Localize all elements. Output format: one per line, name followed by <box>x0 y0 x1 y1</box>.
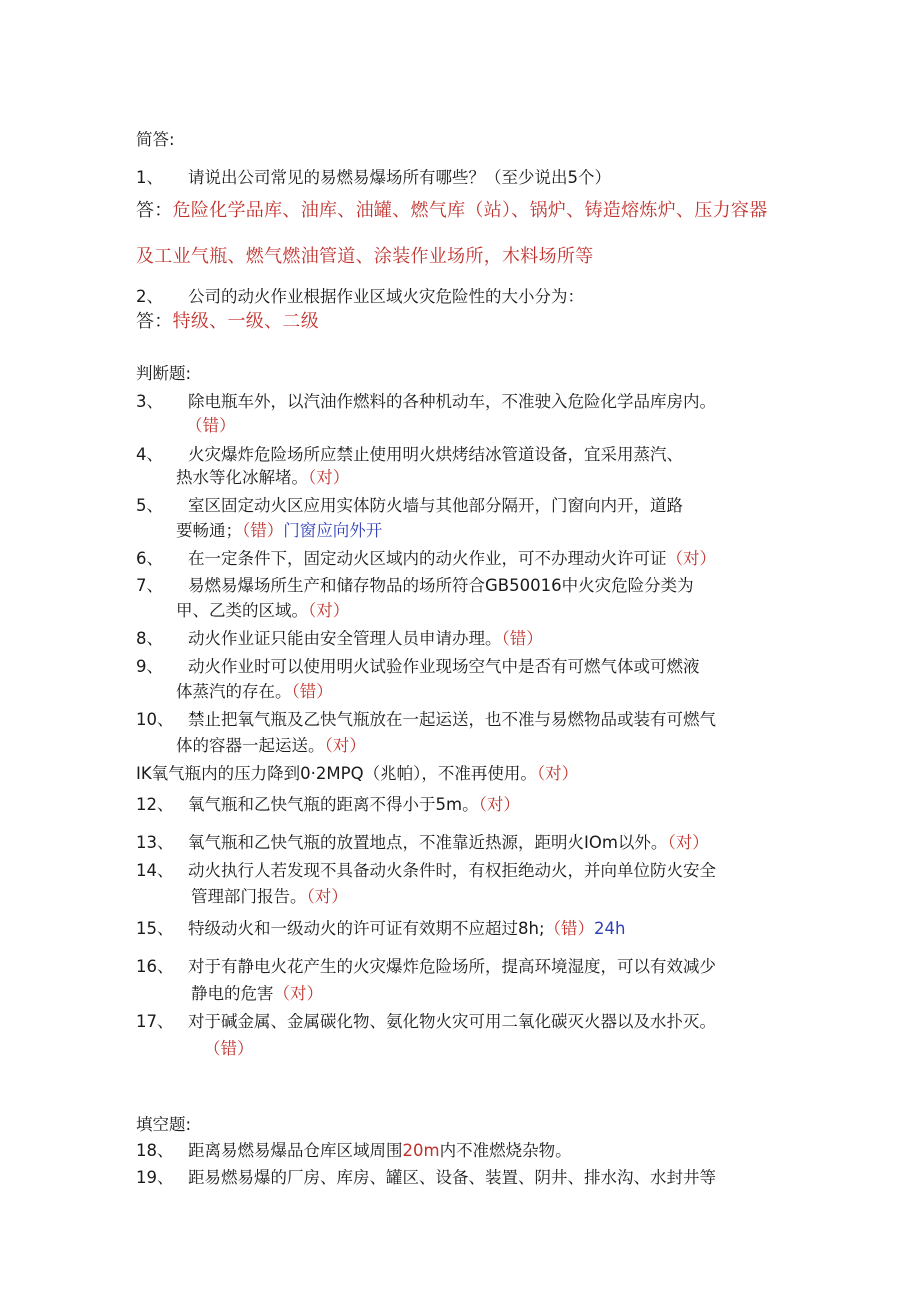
question-4-cont <box>176 466 880 490</box>
question-text: 对于碱金属、金属碳化物、氨化物火灾可用二氧化碳灭火器以及水扑灭。 <box>188 1012 716 1031</box>
question-text: 内不准燃烧杂物。 <box>439 1141 572 1160</box>
question-5-cont <box>176 519 880 543</box>
question-number: 14、 <box>136 861 174 880</box>
question-14-cont <box>191 885 880 909</box>
question-number: 3、 <box>136 392 163 411</box>
answer-mark: （错） <box>186 416 236 435</box>
answer-1-line2: 及工业气瓶、燃气燃油管道、涂装作业场所，木料场所等 <box>136 246 594 267</box>
question-text: 在一定条件下，固定动火区域内的动火作业，可不办理动火许可证 <box>188 549 667 568</box>
question-text: 特级动火和一级动火的许可证有效期不应超过8h; <box>188 919 545 938</box>
answer-2 <box>136 310 880 334</box>
question-text-wrap <box>188 627 543 651</box>
question-10-cont <box>176 734 880 758</box>
question-number: 1、 <box>136 168 163 187</box>
question-number: 16、 <box>136 957 174 976</box>
correction-note: 门窗应向外开 <box>283 521 383 540</box>
question-11 <box>136 762 880 786</box>
question-text: 管理部门报告。 <box>191 887 307 906</box>
question-text: 室区固定动火区应用实体防火墙与其他部分隔开，门窗向内开，道路 <box>188 496 683 515</box>
question-text: 氧气瓶和乙快气瓶的距离不得小于5m。 <box>188 795 479 814</box>
question-text: 热水等化冰解堵。 <box>176 468 308 487</box>
question-text: 请说出公司常见的易燃易爆场所有哪些？（至少说出5个） <box>188 168 611 187</box>
question-text: 动火作业时可以使用明火试验作业现场空气中是否有可燃气体或可燃液 <box>188 657 700 676</box>
question-text: 动火作业证只能由安全管理人员申请办理。 <box>188 629 502 648</box>
answer-mark: （错） <box>242 521 284 540</box>
blank-answer: 20m <box>402 1141 440 1160</box>
answer-mark: （错） <box>544 919 595 938</box>
question-number: 12、 <box>136 795 174 814</box>
question-text-wrap <box>188 917 625 941</box>
question-text: 要畅通； <box>176 521 242 540</box>
question-number: 17、 <box>136 1012 174 1031</box>
answer-mark: （对） <box>306 887 348 906</box>
question-number: 9、 <box>136 657 163 676</box>
answer-mark: （对） <box>478 795 520 814</box>
answer-mark: （对） <box>308 468 350 487</box>
question-text-wrap <box>188 831 709 855</box>
answer-mark: （错） <box>291 682 333 701</box>
question-text-wrap <box>188 793 520 817</box>
question-number: 5、 <box>136 496 163 515</box>
question-number: 8、 <box>136 629 163 648</box>
answer-mark: （对） <box>667 833 709 852</box>
question-text: 对于有静电火花产生的火灾爆炸危险场所，提高环境湿度，可以有效减少 <box>188 957 716 976</box>
question-number: 19、 <box>136 1168 174 1187</box>
answer-prefix: 答： <box>136 311 173 332</box>
question-text: 体蒸汽的存在。 <box>176 682 292 701</box>
question-text: 氧气瓶和乙快气瓶的放置地点，不准靠近热源，距明火IOm以外。 <box>188 833 668 852</box>
question-number: 13、 <box>136 833 174 852</box>
answer-mark: （对） <box>536 764 579 783</box>
answer-mark: （错） <box>501 629 543 648</box>
question-text: 公司的动火作业根据作业区域火灾危险性的大小分为： <box>188 287 584 306</box>
question-number: 15、 <box>136 919 174 938</box>
answer-mark: （对） <box>324 736 366 755</box>
question-number: 4、 <box>136 445 163 464</box>
question-text: 距易燃易爆的厂房、库房、罐区、设备、装置、阴井、排水沟、水封井等 <box>188 1168 716 1187</box>
section-fill-blank: 填空题: <box>136 1115 192 1134</box>
question-text: 禁止把氧气瓶及乙快气瓶放在一起运送，也不准与易燃物品或装有可燃气 <box>188 710 716 729</box>
question-text-wrap <box>188 547 716 571</box>
answer-text: 危险化学品库、油库、油罐、燃气库（站）、锅炉、铸造熔炼炉、压力容器 <box>172 200 768 221</box>
question-text-wrap <box>188 1139 572 1163</box>
question-text: 动火执行人若发现不具备动火条件时，有权拒绝动火，并向单位防火安全 <box>188 861 716 880</box>
answer-prefix: 答： <box>136 200 173 221</box>
answer-mark: （对） <box>666 549 716 568</box>
question-text: 除电瓶车外，以汽油作燃料的各种机动车，不准驶入危险化学品库房内。 <box>188 392 716 411</box>
answer-1-line1 <box>136 199 880 223</box>
answer-mark: （对） <box>273 984 323 1003</box>
question-text: 距离易燃易爆品仓库区域周围 <box>188 1141 403 1160</box>
question-number: 2、 <box>136 287 163 306</box>
question-number: 18、 <box>136 1141 174 1160</box>
question-number: 10、 <box>136 710 174 729</box>
question-number: 7、 <box>136 576 163 595</box>
answer-mark: （错） <box>204 1039 254 1058</box>
question-text: 火灾爆炸危险场所应禁止使用明火烘烤结冰管道设备，宜采用蒸汽、 <box>188 445 683 464</box>
question-text: 体的容器一起运送。 <box>176 736 325 755</box>
question-9-cont <box>176 680 880 704</box>
question-text: IK氧气瓶内的压力降到0·2MPQ（兆帕），不准再使用。 <box>136 764 537 783</box>
answer-text: 特级、一级、二级 <box>172 311 320 332</box>
question-7-cont <box>176 599 880 623</box>
question-16-cont <box>191 982 880 1006</box>
question-text: 甲、乙类的区域。 <box>176 601 308 620</box>
correction-note: 24h <box>594 919 626 938</box>
question-number: 6、 <box>136 549 163 568</box>
section-short-answer: 简答: <box>136 130 175 149</box>
answer-mark: （对） <box>308 601 350 620</box>
question-text: 易燃易爆场所生产和储存物品的场所符合GB50016中火灾危险分类为 <box>188 576 694 595</box>
question-text: 静电的危害 <box>191 984 274 1003</box>
section-judgment: 判断题: <box>136 364 192 383</box>
